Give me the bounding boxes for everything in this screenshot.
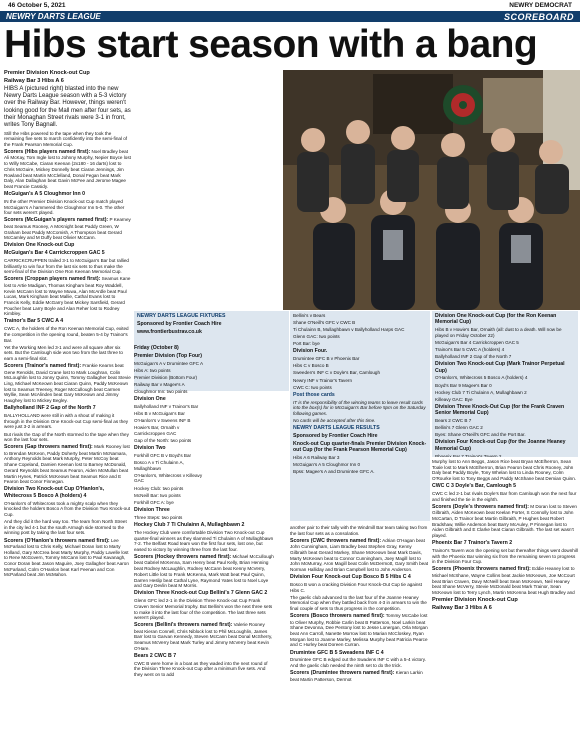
article-column-left <box>4 70 131 735</box>
fixture-line: CWC C: two points <box>293 384 332 390</box>
scoreboard-brand: SCOREBOARD <box>503 11 574 22</box>
match-heading: CWC C 3 Doyle's Bar, Camlough 5 <box>432 483 516 490</box>
post-cards-heading: Post those cards <box>293 391 335 398</box>
team-photo <box>283 70 580 310</box>
cup-heading: Division One Knock-out Cup (for the Ron Keenan Memorial Cup) <box>435 313 557 326</box>
fixture-line: Glenn GAC: two points <box>293 334 340 340</box>
match-heading: Railway Bar 3 Hibs A 6 <box>4 77 64 84</box>
fixture-line: Hockey Club: two points <box>134 485 184 491</box>
result-line: Killeavy GAC: Bye <box>435 396 473 402</box>
paragraph: Trainor's Tavern won the opening set but thereafter things went downhill with the Phoenix Bar winning six from the remaining seven to progress in the Division Four Cup. <box>432 547 578 565</box>
paragraph: Scorers (Doyle's throwers named first): M Doran lost to Steven Gilbraith, Aiden McKeown beat Keelan Porter, S Connolly lost to John McCartan, D Trainor beat Martin Gilbraith, P Hughes beat Robert Bradshaw, Willie Anderson beat Barry McAuley, P Finnegan lost to Aiden Gilbraith and E Clarke beat Ciaran Gilbraith. The last set wasn't played. <box>432 503 577 539</box>
paragraph: Scorers (CWC throwers named first): Adrian O'Hagan beat John Cunningham, Liam Bradley beat Stephen Gray, Kenny Gilbraith beat Gerard Markey, Shane McKeown beat Mark Davis, Marty McKeown beat to Connor Cunningham, Joey Magill lost to John McMurray, Aron Magill beat Colin McDermott, Gary Smith beat Norman Halliday and Brian Campbell lost to John Anderson. <box>290 537 429 573</box>
article-column-mid2 <box>290 525 430 735</box>
paragraph: Drumintee GFC B edged out the Swadens INF C with a 5-4 victory. And the gaelic club needed the ninth set to do the trick. <box>290 657 426 669</box>
result-line: O'Hanlon's, Whitecross 5 Bosco A (holders) 4 <box>435 375 528 381</box>
paragraph: Yet the Working Men led 3-1 and were all square after six sets. But the Camlough side won two from the last three to earn a semi-final slot. <box>4 344 123 362</box>
paragraph: Murphy lost to Ann Beggs, Jason Rice beat Bryan McElherron, Sean Toale lost to Mark McElherron, Brian Fearon beat Chris Rooney, John Daly beat Paddy Boyle, Tony Whelan lost to Linda Rooney, Colm O'Rourke lost to Tony Beggs and Paddy McShane beat Demian Quinn. <box>432 459 577 482</box>
paragraph: CARRICKCRUPPEN trailed 3-1 to McGuigan's Bar but rallied brilliantly to win four from the last six sets to thus make the semi-final of the Division One Ron Keenan Memorial Cup. <box>4 257 129 275</box>
fixtures-division: Division Four. <box>293 348 328 355</box>
fixture-line: O'Hanlon's, Whitecross v Killeavy GAC <box>134 472 203 484</box>
paper-name: NEWRY DEMOCRAT <box>509 2 572 9</box>
results-title: NEWRY DARTS LEAGUE RESULTS <box>293 425 380 432</box>
paragraph: Still the Hibs powered to the tape when they took the remaining five sets to march confidently into the semi-final of the Frank Pearson Memorial Cup. <box>4 130 128 147</box>
result-line: Ballyholland INF 2 Gap of the North 7 <box>435 354 512 360</box>
knockout-results-box <box>432 311 578 457</box>
result-line: Bellini's 7 Glenn GAC 2 <box>435 425 483 431</box>
fixture-line: Shane O'Neill's GFC v CWC B <box>293 320 356 326</box>
fixture-line: Sweeden's INF C v Doyle's Bar, Camlough <box>293 370 381 376</box>
fixtures-results-box <box>290 311 430 521</box>
paragraph: Scorers (Hibs players named first): Noel Bradley beat Ali McKay, Tom Ingle lost to Johnny Murphy, Nepier Boyce lost to Willy McCabe, Ciaran Keenan (2x180 - 16 darts) lost to Chris McGuire, Mickey Donnelly beat Ciaran Jennings, Jim Rowland beat Martin McClelland, Donal Fegan beat Mark Daly, Alan Dallaghan beat Gavin McFee and Jerome Magee beat Francie Cassidy. <box>4 149 131 189</box>
cup-heading: Division Four Knock-out Cup (for the Joanne Heaney Memorial Cup) <box>435 439 566 452</box>
paragraph: BALLYHOLLAND were still in with a shout of making it through in the Division One Knock-out Cup semi-final as they were just 3-2 in arrears. <box>4 413 129 430</box>
paragraph: CWC C led 2-1 but rivals Doyle's Bar from Camlough won the next four and finished the tie in the eighth. <box>432 491 577 502</box>
match-heading: Division Two Knock-out Cup O'Hanlon's, Whitecross 5 Bosco A (holders) 4 <box>4 486 105 499</box>
fixture-line: Three Steps: two points <box>134 514 183 520</box>
result-line: Phoenix Bar 7 Trainor's Tavern 2 <box>435 453 502 457</box>
lead-paragraph: HIBS A (pictured right) blasted into the new Newry Darts League season with a 5-3 victory over the Railway Bar. However, things weren't looking good for the Mall men after four sets, as their Monaghan Street rivals were 3-1 in front, writes Tony Bagnall. <box>4 85 131 128</box>
paragraph: Scorers (Bosco throwers named first): Tommy McCabe lost to Oliver Murphy, Robbie Carlin beat B Patterson, Noel Larkin beat Shane Devonna, Dee Pentony lost to Jesse Lonergan, Orla Morgan beat Ann Carroll, Nanette Morrow lost to Marian McCloskey, Ryan Morgan lost to Joanne Marley, Melissa Murphy beat Patricia Pearce and C Hurley beat Doreen Curran. <box>290 613 428 648</box>
paragraph: Bosco B won a cracking Division Four Knock-Out Cup tie against Hibs C. <box>290 581 423 593</box>
fixture-line: Hibs C v Bosco B <box>293 363 329 369</box>
paragraph: CWC B were home in a boat as they waded into the next round of the Division Three Knock-out Cup after a minimum five sets. And they went on to add <box>134 660 268 678</box>
fixture-line: Drumintee GFC B v Phoenix Bar <box>293 356 360 362</box>
result-line: McGuigan's Bar 4 Carrickcroppen GAC 5 <box>435 340 519 345</box>
result-line: Bpss: Magee's A and Drumintee GFC A. <box>293 469 375 475</box>
match-heading: Division Three Knock-out Cup Bellini's 7 Glenn GAC 2 <box>134 590 268 597</box>
paragraph: Scorers (Gap throwers named first): Mark Rooney lost to Brendan McKeon, Paddy Doherty beat Martin McNamara, Anthony Reynolds beat Mark Murphy, Peter McCoy beat Shane Copeland, Damien Keenan lost to Barney McDonald, Gerard Reynolds beat Seamus Fearon, Aiden McMullan beat Martin Hynes, Patrick McKeown beat Seamus Rice and E Fearon beat Conor Finnegan. <box>4 444 130 485</box>
fixture-line: McGuigan's A v Drumintee GFC A <box>134 360 204 366</box>
paragraph: IN the other Premier Division Knock-out Cup match played McGuigan's A hammered the Cloughmor Inn 5-0. The other four sets weren't played. <box>4 198 125 216</box>
section-title: NEWRY DARTS LEAGUE <box>6 12 101 21</box>
paragraph: Scorers (McGuigan's players named first): P Kearney beat Seamus Rooney, A McKnight beat Paddy Green, W Graham beat Paddy McComish, A Thompson beat Gerard McCamley and M Duffy beat Olivier McCann. <box>4 217 131 241</box>
results-cup-heading: Knock-out Cup quarter-finals Premier Division Knock-out Cup (for the Frank Pearson Memorial Cup) <box>293 440 427 454</box>
fixtures-sponsor: Sponsored by Frontier Coach Hire <box>137 320 222 327</box>
result-line: Hibs B v Howie's Bar, Ornaith (all: dust to a death. Will now be played on Friday October 22) <box>435 327 562 338</box>
paragraph: Scorers (Bellini's throwers named first): Valerie Rooney beat Kieran Connell, Chris Niblock lost to Phil McLoughlin, James Barr lost to Garvan Kennedy, Steven McCann beat Donal McSherry, Seamus McVerry beat Mark Turley and Jimmy McVerry beat Kevin O'Hare. <box>134 622 273 651</box>
fixture-line: Railway Bar v Magee's A <box>134 381 185 387</box>
paragraph: another pair to their tally with the Windmill Bar team taking two from the last four sets as a consolation. <box>290 525 428 536</box>
results-sponsor: Sponsored by Frontier Coach Hire <box>293 432 378 439</box>
fixtures-division: Premier Division (Top Four) <box>134 352 202 359</box>
match-heading: Trainor's Bar 5 CWC A 4 <box>4 318 64 325</box>
fixtures-division: Division Three <box>134 506 170 513</box>
fixture-line: Premier Division (Bottom Four) <box>134 374 198 380</box>
match-heading: Phoenix Bar 7 Trainor's Tavern 2 <box>432 540 513 547</box>
headline: Hibs start season with a bang <box>4 23 538 66</box>
team-photo-illustration <box>283 70 580 310</box>
paragraph: Scorers (O'Hanlon's throwers named first): Lee McFarland lost to Chris Kelly, Michael Doran lost to Marty Holland, Gary McCrea beat Marty Murphy, Paddy Lavelle lost to Rene McGovern, Tommy McCann lost to Paul Kavanagh, Conor Doran beat Jason Maguire, Joey Gallagher beat Aaron McFarland, Colm O'Hanlon beat Karl Feenan and Con McParland beat Jim McMahon. <box>4 537 129 578</box>
paragraph: But rivals the Gap of the North stormed to the tape when they won the last four sets. <box>4 431 129 443</box>
section-heading: Division One Knock-out Cup <box>4 242 75 249</box>
fixture-line: Howie's Bar, Ornaith v Carrickcroppen GAC <box>134 425 180 436</box>
post-cards-note: No cards will be accepted after this time. <box>293 418 376 424</box>
match-heading: Drumintee GFC B 5 Sweadens INF C 4 <box>290 649 384 656</box>
fixture-line: Cloughmor Inn: two points <box>134 388 188 394</box>
fixtures-division: Division Two <box>134 445 166 452</box>
fixture-line: Forkhill GFC A: bye <box>134 499 174 505</box>
fixture-line: Port Bar: bye <box>293 341 320 347</box>
match-heading: Ballyholland INF 2 Gap of the North 7 <box>4 405 96 412</box>
paragraph: O'Hanlon's of Whitecross took a mighty scalp when they knocked the holders Bosco A from the Division Two Knock-out Cup. <box>4 500 131 517</box>
paragraph: Scorers (Drumintee throwers named first): Kieran Larkin beat Martin Patterson, Dermot <box>290 670 423 682</box>
fixture-line: Forkhill GFC B v Boyd's Bar <box>134 452 192 458</box>
result-line: McGuigan's A 5 Cloughmor Inn 0 <box>293 462 361 468</box>
match-heading: Division Four Knock-out Cup Bosco B 5 Hibs C 4 <box>290 574 411 581</box>
fixtures-url: www.frontierbustrav.co.uk <box>137 328 202 335</box>
paragraph: Scorers (Hockey throwers named first): Michael McCullough beat Gabriel McKenna, Sam Henry beat Paul Kelly, Brian Henning beat Rodney McLaughlin, Rodney McCann beat Kenny McVerry, Robert Little lost to Frank McKenna, Mark Watt beat Paul Quinn, Darren Heslip beat Cathal Lyne, Raymond Yates lost to Noel Loye and Gary Devlin beat M Morris. <box>134 554 274 589</box>
fixture-line: Gap of the North: two points <box>134 437 192 443</box>
fixture-line: O'Hanlon's v Sweens INF B <box>134 418 191 424</box>
paragraph: Scorers (Phoenix throwers named first): Eddie Heaney lost to Michael McShane, Wayne Collins beat Jackie McKeown, Joe McCourt beat Brian Craven, Davy McNeill beat Sean McKeown, Neil Heaney beat Shane McVerry, Stevie McDonald beat Mark Trainor, Sean McKeown lost to Terry Lynch, Martin McKenna beat Hugh Bradley and <box>432 566 575 595</box>
post-cards-body: IT is the responsibility of the winning teams to leave result cards into the box(s) for in McGuigan's Bar before 5pm on the Saturday following games. <box>293 399 426 416</box>
fixture-line: Ti Chulainn B, Mullaghbawn v Ballyholland Harps GAC <box>293 327 405 333</box>
result-line: Trainor's Bar 5 CWC A (holders) 4 <box>435 347 505 353</box>
section-banner <box>0 11 580 22</box>
fixture-line: Ballyholland INF v Trainor's Bar <box>134 403 199 409</box>
result-line: Bears 2 CWC B 7 <box>435 418 472 424</box>
fixture-line: Bellini's v Bears <box>293 313 326 318</box>
paragraph: And they did it the hard way too. The team from North Street in the city led 4-1 but the south Armagh side stormed to the winning post by taking the last four sets. <box>4 519 127 536</box>
paragraph: The gaelic club advanced to the last four of the Joanne Heaney Memorial Cup when they battled back from 4-3 in arrears to win the final couple of sets to thus progress in the competition. <box>290 594 427 612</box>
fixture-line: Newry INF v Trainor's Tavern <box>293 377 352 383</box>
fixture-line: Bosco A v Ti Chulainn A, Mullaghbawn <box>134 459 184 471</box>
paragraph: CWC A, the holders of the Ron Keenan Memorial Cup, exited the competition in the opening round, beaten 5-4 by Trainor's Bar. <box>4 326 129 343</box>
section-heading: Premier Division Knock-out Cup <box>4 70 90 76</box>
match-heading: Railway Bar 3 Hibs A 6 <box>432 605 492 611</box>
article-column-mid <box>134 522 274 735</box>
article-column-right <box>432 459 578 735</box>
fixtures-date: Friday (October 8) <box>134 345 179 351</box>
result-line: Byes: Shane O'Neill's GFC and the Port Bar. <box>435 432 526 438</box>
paragraph: Scorers (Croppan players named first): Seamus Kane lost to Artie Madigan, Thomas Kingham beat Roy Waddell, Kevin McCann lost to Wayne Muwa, Alan McArdle beat Paul Lucas, Mark Kingham beat Mallie, Cathal Evans lost to Francis Kelly, Eddie McGarry beat Mickey Sarsfield, Gerard Poucher beat Larry Boyle and Alan Reher lost to Rodney Kimbley. <box>4 276 131 317</box>
paragraph: Glenn GFC led 2-1 in the Division Three Knock-out Cup Frank Craven Senior Memorial trophy. But Bellini's won the next three sets to make it into the last four of the competition. The last three sets weren't played. <box>134 598 273 621</box>
paragraph: The Hockey Club were comfortable Division Two Knock-out Cup quarter-final winners as they slammed Ti Chulainn A of Mullaghbawn 7-2. The Belfast Road team won the first four sets, lost one, but eased to victory by winning three from the last four. <box>134 529 274 552</box>
result-line: Hibs A 6 Railway Bar 3 <box>293 454 340 460</box>
fixtures-title: NEWRY DARTS LEAGUE FIXTURES <box>137 313 226 319</box>
match-heading: Hockey Club 7 Ti Chulainn A, Mullaghbawn 2 <box>134 522 245 528</box>
result-line: Boyd's Bar 9 Magee's Bar 0 <box>435 382 492 388</box>
result-line: Hockey Club 7 Ti Chulainn A, Mullaghbawn 2 <box>435 389 527 395</box>
page-number-date: 46 October 5, 2021 <box>8 2 66 9</box>
cup-heading: Division Three Knock-Out Cup (for the Frank Craven Senior Memorial Cup) <box>435 403 565 417</box>
fixture-line: McNeill Bar: two points <box>134 492 181 498</box>
fixture-line: Hibs A: two points <box>134 367 171 373</box>
fixture-line: Hibs B v McGuigan's Bar <box>134 410 185 416</box>
match-heading: Bears 2 CWC B 7 <box>134 652 177 659</box>
match-heading: McGuigan's A 5 Cloughmor Inn 0 <box>4 191 85 198</box>
paragraph: Scorers (Trainor's named first): Frankie Kearns beat Gene Renolds, David Crane lost to Mark Loughran, Colin McLoughlin lost to Jonny Quinn, Tommy Gallagher beat Stevie Ling, Michael McKeown beat Ciaran Quinn, Paddy McKeown lost to Seamus Treeney, Roger McCullough beat Carmen Wyllie, Sean McAlinden beat Gary McKeown and Jimmy Haughey lost to Mickey Begley. <box>4 363 131 404</box>
cup-heading: Division Two Knock-out Cup (Mark Trainor Perpetual Cup) <box>435 361 565 374</box>
match-heading: McGuigan's Bar 4 Carrickcroppen GAC 5 <box>4 250 105 257</box>
section-heading: Premier Division Knock-out Cup <box>432 597 518 604</box>
fixtures-division: Division One <box>134 396 166 403</box>
